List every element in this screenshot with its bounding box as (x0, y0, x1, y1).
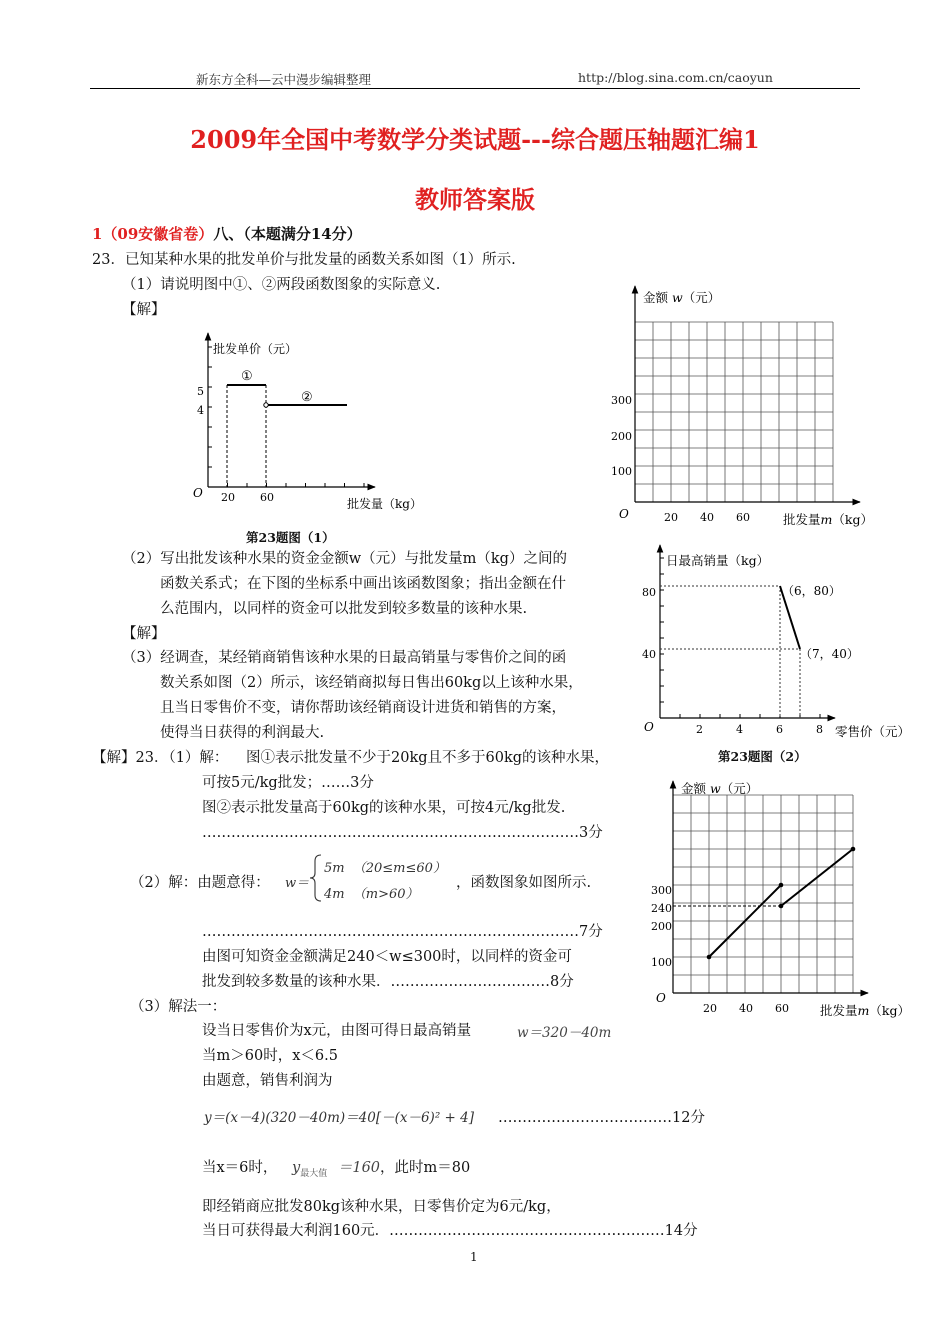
fig1-ytick-5: 5 (197, 385, 204, 398)
grid2-ylabel: 金额 w（元） (681, 781, 759, 796)
fig1-ylabel: 批发单价（元） (213, 342, 298, 356)
header-left: 新东方全科—云中漫步编辑整理 (196, 72, 372, 87)
problem-source: 1（09安徽省卷） (92, 225, 214, 243)
answer-label-1: 【解】 (122, 302, 166, 318)
fig1-open-point (264, 403, 268, 407)
solution-3-when: 当x＝6时， (202, 1160, 278, 1176)
fig1-xtick-60: 60 (260, 491, 274, 504)
grid2-point-100-400 (851, 847, 856, 852)
fig2-xtick-8: 8 (816, 723, 823, 736)
header-rule (90, 88, 860, 89)
answer-label-2: 【解】 (122, 626, 166, 642)
solution-2-line-4: 批发到较多数量的该种水果．……………………………8分 (202, 974, 574, 990)
grid1-ylabel: 金额 w（元） (643, 290, 721, 305)
solution-3-then: ，此时m＝80 (380, 1160, 471, 1176)
fig2-caption: 第23题图（2） (718, 749, 807, 764)
piecewise-w: w＝ (285, 876, 310, 891)
solution-3-label: （3）解法一： (130, 999, 227, 1015)
ymax-subscript: 最大值 (300, 1168, 328, 1179)
grid2-ytick-300: 300 (651, 884, 672, 897)
fig1-caption: 第23题图（1） (246, 530, 335, 545)
grid1-xtick-60: 60 (736, 511, 750, 524)
grid1-xtick-40: 40 (700, 511, 714, 524)
piecewise-case-1 (324, 857, 446, 876)
fig2-xtick-6: 6 (776, 723, 783, 736)
grid2-point-20-100 (707, 955, 712, 960)
question-3-line-1: （3）经调查，某经销商销售该种水果的日最高销量与零售价之间的函 (122, 650, 567, 666)
grid1-origin: O (619, 507, 629, 521)
fig1-seg2-label: ② (301, 390, 313, 405)
solution-1-line-1: 图①表示批发量不少于20kg且不多于60kg的该种水果， (246, 750, 610, 766)
fig2-ytick-80: 80 (642, 586, 656, 599)
page-title: 2009年全国中考数学分类试题---综合题压轴题汇编1 (190, 125, 760, 154)
fig1-xtick-20: 20 (221, 491, 235, 504)
piecewise-case-2 (324, 883, 419, 902)
grid2-point-60-300 (779, 883, 784, 888)
case-2-cond: （m>60） (352, 887, 419, 902)
solution-3-line-3: 由题意，销售利润为 (202, 1073, 333, 1089)
fig2-xtick-4: 4 (736, 723, 743, 736)
fig2-xtick-2: 2 (696, 723, 703, 736)
solution-1-line-3: 图②表示批发量高于60kg的该种水果，可按4元/kg批发. (202, 800, 566, 816)
grid1-xtick-20: 20 (664, 511, 678, 524)
question-2-line-1: （2）写出批发该种水果的资金金额w（元）与批发量m（kg）之间的 (122, 551, 567, 567)
solution-1-line-2: 可按5元/kg批发；……3分 (202, 775, 374, 791)
case-2-expr: 4m (324, 887, 345, 902)
solution-2-label: （2）解：由题意得： (130, 875, 270, 891)
grid1-xlabel: 批发量m（kg） (783, 512, 873, 527)
grid2-chart (648, 775, 928, 1025)
fig2-origin: O (644, 720, 654, 734)
fig2-ylabel: 日最高销量（kg） (666, 553, 770, 568)
ymax-symbol: y (292, 1160, 301, 1176)
solution-3-line-5: 即经销商应批发80kg该种水果，日零售价定为6元/kg， (202, 1199, 561, 1215)
grid2-ytick-240: 240 (651, 902, 672, 915)
case-1-cond: （20≤m≤60） (352, 861, 446, 876)
fig1-origin: O (193, 486, 203, 500)
grid1-ytick-100: 100 (611, 465, 632, 478)
solution-3-eq-2: y＝(x－4)(320－40m)＝40[－(x－6)² + 4] (204, 1110, 474, 1126)
solution-3-line-4 (202, 1156, 470, 1179)
question-2-line-3: 么范围内，以同样的资金可以批发到较多数量的该种水果. (160, 601, 528, 617)
grid2-point-60-240 (779, 904, 784, 909)
fig1-seg1-label: ① (241, 369, 253, 384)
question-2-line-2: 函数关系式；在下图的坐标系中画出该函数图象；指出金额在什 (160, 576, 566, 592)
grid2-origin: O (656, 991, 666, 1005)
question-3-line-3: 且当日零售价不变，请你帮助该经销商设计进货和销售的方案， (160, 700, 566, 716)
grid2-ytick-100: 100 (651, 956, 672, 969)
problem-stem: 23．已知某种水果的批发单价与批发量的函数关系如图（1）所示. (92, 252, 516, 268)
fig2-point-1-label: （6，80） (782, 584, 841, 598)
fig1-xlabel: 批发量（kg） (347, 497, 422, 511)
fig2-chart (630, 540, 925, 745)
page-subtitle: 教师答案版 (415, 185, 535, 214)
question-1: （1）请说明图中①、②两段函数图象的实际意义. (122, 277, 441, 293)
problem-heading (92, 223, 362, 244)
solution-3-line-6: 当日可获得最大利润160元．…………………………………………………14分 (202, 1223, 698, 1239)
solution-3-dots: ………………………………12分 (498, 1110, 705, 1126)
grid1-ytick-300: 300 (611, 394, 632, 407)
grid2-xtick-20: 20 (703, 1002, 717, 1015)
piecewise-brace (309, 853, 323, 903)
grid2-ytick-200: 200 (651, 920, 672, 933)
ymax-value: ＝160 (337, 1160, 381, 1176)
solution-3-line-1: 设当日零售价为x元，由图可得日最高销量 (202, 1023, 472, 1039)
grid2-xtick-40: 40 (739, 1002, 753, 1015)
fig1-chart (175, 325, 445, 545)
solution-3-line-2: 当m＞60时，x＜6.5 (202, 1048, 338, 1064)
case-1-expr: 5m (324, 861, 345, 876)
grid2-xtick-60: 60 (775, 1002, 789, 1015)
grid1-chart (605, 280, 895, 530)
solution-3-eq-1: w＝320－40m (517, 1025, 612, 1041)
grid2-xlabel: 批发量m（kg） (820, 1003, 910, 1018)
question-3-line-4: 使得当日获得的利润最大. (160, 725, 325, 741)
page-number: 1 (470, 1250, 478, 1264)
fig2-xlabel: 零售价（元） (835, 724, 911, 739)
question-3-line-2: 数关系如图（2）所示，该经销商拟每日售出60kg以上该种水果， (160, 675, 583, 691)
solution-1-dots: ……………………………………………………………………3分 (202, 825, 603, 841)
fig2-ytick-40: 40 (642, 648, 656, 661)
solution-2-after: ，函数图象如图所示. (456, 875, 592, 891)
problem-section: 八、（本题满分14分） (213, 225, 362, 243)
solution-2-line-3: 由图可知资金金额满足240＜w≤300时，以同样的资金可 (202, 949, 572, 965)
grid1-ytick-200: 200 (611, 430, 632, 443)
fig2-point-2-label: （7，40） (800, 647, 859, 661)
solution-1-label: 【解】23．（1）解： (92, 750, 229, 766)
solution-2-dots: ……………………………………………………………………7分 (202, 924, 603, 940)
fig1-ytick-4: 4 (197, 404, 204, 417)
header-right: http://blog.sina.com.cn/caoyun (578, 70, 773, 85)
